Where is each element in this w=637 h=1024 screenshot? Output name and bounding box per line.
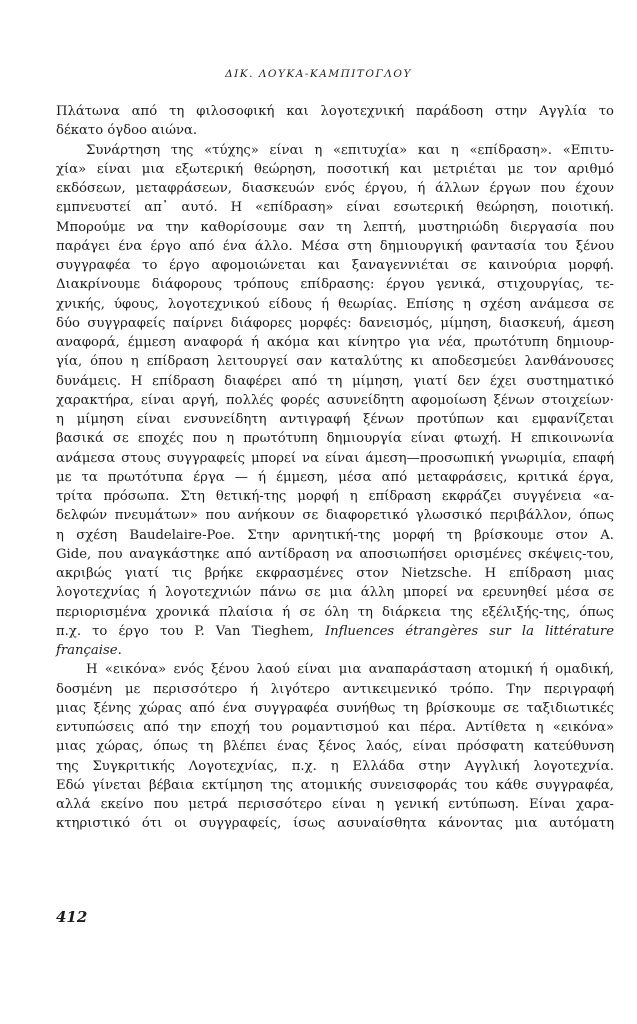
text-line: Gide, που αναγκάστηκε από αντίδραση να αποσιωπήσει ορισμένες σκέψεις-του, xyxy=(56,546,614,562)
cited-work-title: Influences étrangères sur la littérature xyxy=(324,623,615,639)
text-line-with-title xyxy=(56,622,614,641)
text-line: κτηριστικό ότι οι συγγραφείς, ίσως ασυναίσθητα κάνοντας μια αυτόματη xyxy=(56,816,614,832)
text-line: περιορισμένα χρονικά πλαίσια ή σε όλη τη διάρκεια της εξέλιξής-της, όπως xyxy=(56,604,614,620)
text-line: χνικής, ύφους, λογοτεχνικού είδους ή θεωρίας. Επίσης η σχέση ανάμεσα σε xyxy=(56,296,614,312)
text-line: με τα πρωτότυπα έργα — ή έμμεση, μέσα από μεταφράσεις, κριτικά έργα, xyxy=(56,469,614,485)
text-line: Πλάτωνα από τη φιλοσοφική και λογοτεχνική παράδοση στην Αγγλία το xyxy=(56,104,614,119)
text-line: Η «εικόνα» ενός ξένου λαού είναι μια αναπαράσταση ατομική ή ομαδική, xyxy=(86,662,614,678)
text-line: δέκατο όγδοο αιώνα. xyxy=(56,123,198,139)
paragraph-2 xyxy=(56,141,614,661)
running-head: ΔΙΚ. ΛΟΥΚΑ-ΚΑΜΠΙΤΟΓΛΟΥ xyxy=(225,68,412,80)
text-line: π.χ. το έργο του P. Van Tieghem, xyxy=(56,623,325,639)
text-line: χία» είναι μια εξωτερική θεώρηση, ποσοτική και μετριέται με τον αριθμό xyxy=(56,161,614,177)
text-line: γία, όπου η επίδραση λειτουργεί σαν καταλύτης κι αποδεσμεύει λανθάνουσες xyxy=(56,354,614,370)
text-line: χαρακτήρα, είναι αργή, πολλές φορές ασυνείδητη αφομοίωση ξένων στοιχείων· xyxy=(56,392,614,408)
text-line: αλλά εκείνο που μετρά περισσότερο είναι η γενική εντύπωση. Είναι χαρα- xyxy=(56,797,614,812)
text-line: η σχέση Baudelaire-Poe. Στην αρνητική-της μορφή τη βρίσκουμε στον A. xyxy=(56,527,614,543)
text-line: ακριβώς γιατί τις βρήκε εκφρασμένες στον Nietzsche. Η επίδραση μιας xyxy=(56,566,614,581)
text-line: ανάμεσα στους συγγραφείς μπορεί να είναι άμεση—προσωπική γνωριμία, επαφή xyxy=(56,450,614,466)
text-line: αναφορά, έμμεση αναφορά ή ακόμα και κίνητρο για νέα, πρωτότυπη δημιουρ- xyxy=(56,335,614,350)
text-line: μιας χώρας, όπως τη βλέπει ένας ξένος λαός, είναι πρόσφατη κατεύθυνση xyxy=(56,739,614,755)
text-line: Συνάρτηση της «τύχης» είναι η «επιτυχία» και η «επίδραση». «Επιτυ- xyxy=(86,142,614,158)
text-line: τρίτα πρόσωπα. Στη θετική-της μορφή η επίδραση εκφράζει συγγένεια «α- xyxy=(56,489,614,504)
text-line: Διακρίνουμε διάφορους τρόπους επίδρασης: έργου γενικά, στιχουργίας, τε- xyxy=(56,277,614,293)
text-line: δύο συγγραφείς παίρνει διάφορες μορφές: δανεισμός, μίμηση, διασκευή, άμεση xyxy=(56,315,614,331)
text-line: εμπνευστεί απ᾽ αυτό. Η «επίδραση» είναι εσωτερική θεώρηση, ποιοτική. xyxy=(56,200,614,216)
text-line: δελφών πνευμάτων» που ανήκουν σε διαφορετικό γλωσσικό περιβάλλον, όπως xyxy=(56,508,614,524)
text-line: βασικά σε εποχές που η πρωτότυπη δημιουργία είναι φτωχή. Η επικοινωνία xyxy=(56,431,614,447)
text-line-with-title-end xyxy=(56,641,614,660)
cited-work-title-end: française xyxy=(56,643,118,658)
text-line: η μίμηση είναι ενσυνείδητη αντιγραφή ξένων προτύπων και εμφανίζεται xyxy=(56,412,614,427)
text-line: εντυπώσεις από την εποχή του ρομαντισμού και πέρα. Αντίθετα η «εικόνα» xyxy=(56,720,614,735)
text-line: μιας ξένης χώρας από ένα συγγραφέα συνήθως τη βρίσκουμε σε ταξιδιωτικές xyxy=(56,700,614,716)
paragraph-3 xyxy=(56,660,614,833)
text-line: δοσμένη με περισσότερο ή λιγότερο αντικειμενικό τρόπο. Την περιγραφή xyxy=(56,681,614,697)
text-line: συγγραφέα το έργο αφομοιώνεται και ξαναγεννιέται σε καινούρια μορφή. xyxy=(56,258,614,273)
text-line: εκδόσεων, μεταφράσεων, διασκευών ενός έργου, ή άλλων έργων που έχουν xyxy=(56,181,614,196)
text-line: Μπορούμε να την καθορίσουμε σαν τη λεπτή, μυστηριώδη διεργασία που xyxy=(56,219,614,235)
text-punctuation: . xyxy=(117,643,122,658)
text-line: παράγει ένα έργο από ένα άλλο. Μέσα στη δημιουργική φαντασία του ξένου xyxy=(56,238,614,254)
text-line: της Συγκριτικής Λογοτεχνίας, π.χ. η Ελλάδα στην Αγγλική λογοτεχνία. xyxy=(56,758,614,774)
paragraph-1 xyxy=(56,102,614,141)
body-text xyxy=(56,102,614,834)
page-number: 412 xyxy=(56,908,88,926)
text-line: λογοτεχνίας ή λογοτεχνιών πάνω σε μια άλλη μπορεί να ερευνηθεί μέσα σε xyxy=(56,585,614,601)
text-line: Εδώ γίνεται βέβαια εκτίμηση της ατομικής συνεισφοράς του κάθε συγγραφέα, xyxy=(56,777,614,793)
text-line: δυνάμεις. Η επίδραση διαφέρει από τη μίμηση, γιατί δεν έχει συστηματικό xyxy=(56,373,614,389)
